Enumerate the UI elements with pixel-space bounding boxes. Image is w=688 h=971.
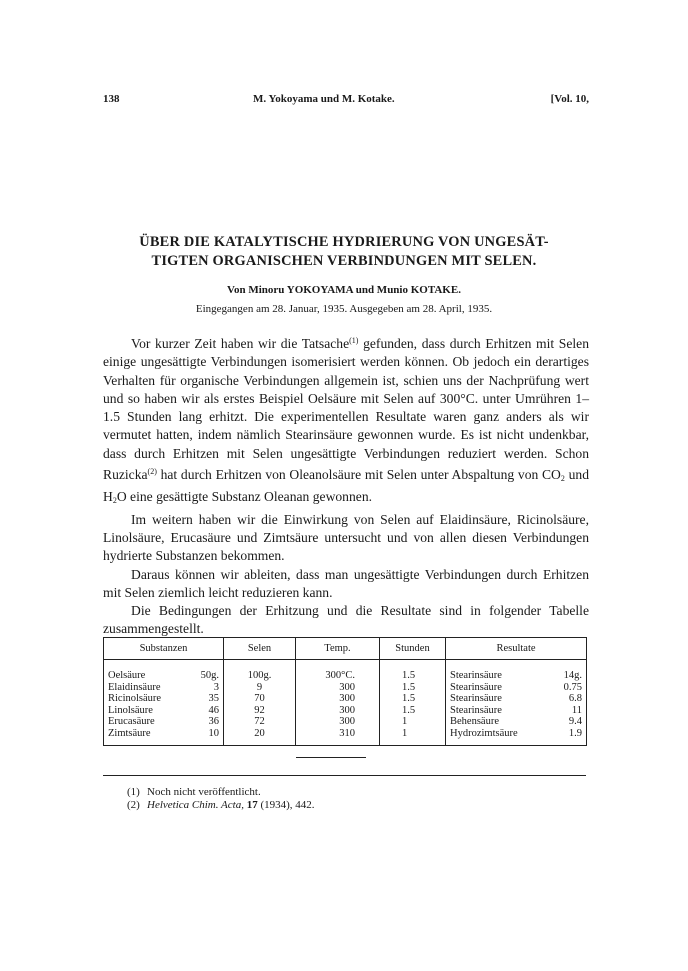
article-title	[90, 233, 598, 271]
table-row	[104, 660, 587, 682]
cell-selen: 72	[224, 716, 296, 728]
header-stunden: Stunden	[380, 638, 446, 660]
running-head-volume: [Vol. 10,	[550, 93, 589, 105]
p1-part-b: gefunden, dass durch Erhitzen mit Selen einige ungesättigte Verbindungen isomerisiert werden können. Ob jedoch ein derartiges Verhalten für organische Verbindungen allgemein ist, schien uns der Nachprüfung wert und so haben wir als erstes Beispiel Oelsäure mit Selen auf 300°C. unter Umrühren 1–1.5 Stunden lang erhitzt. Die experimentellen Resultate waren ganz anders als wir vermutet hatten, indem nämlich Stearinsäure gewonnen wurde. Es ist nicht undenkbar, dass durch Erhitzen mit Selen ungesättigte Verbindungen reduziert werden. Schon Ruzicka	[103, 336, 589, 483]
title-line-1: ÜBER DIE KATALYTISCHE HYDRIERUNG VON UNGESÄT-	[139, 234, 549, 250]
table-header-row	[104, 638, 587, 660]
substance-amount: 50g.	[200, 670, 219, 681]
substance-amount: 36	[208, 716, 219, 727]
table-row	[104, 693, 587, 705]
cell-stunden: 1.5	[380, 682, 446, 694]
cell-substance	[104, 716, 224, 728]
cell-selen: 70	[224, 693, 296, 705]
paragraph-2: Im weitern haben wir die Einwirkung von Selen auf Elaidinsäure, Ricinolsäure, Linolsäure, Erucasäure und Zimtsäure untersucht und von allen diesen Verbindungen hydrierte Substanzen bekommen.	[103, 511, 589, 564]
result-name: Stearinsäure	[450, 704, 502, 716]
result-name: Stearinsäure	[450, 693, 502, 704]
cell-result	[446, 693, 587, 705]
paragraph-4: Die Bedingungen der Erhitzung und die Resultate sind in folgender Tabelle zusammengestellt.	[103, 603, 589, 637]
substance-name: Zimtsäure	[108, 727, 151, 739]
footnote-2-number: (2)	[127, 799, 140, 811]
cell-temp: 310	[296, 728, 380, 746]
substance-amount: 46	[208, 704, 219, 716]
cell-stunden: 1	[380, 728, 446, 746]
paragraph-1	[103, 332, 589, 511]
substance-name: Linolsäure	[108, 704, 153, 716]
header-resultate: Resultate	[446, 638, 587, 660]
substance-name: Erucasäure	[108, 716, 155, 727]
substance-name: Oelsäure	[108, 670, 146, 681]
result-amount: 9.4	[568, 716, 582, 727]
author-byline: Von Minoru YOKOYAMA und Munio KOTAKE.	[227, 284, 461, 296]
result-name: Hydrozimtsäure	[450, 727, 518, 739]
title-line-2: TIGTEN ORGANISCHEN VERBINDUNGEN MIT SELEN.	[151, 253, 537, 269]
header-substanzen: Substanzen	[104, 638, 224, 660]
cell-substance	[104, 660, 224, 682]
footnote-1-number: (1)	[127, 786, 140, 798]
end-rule	[296, 757, 366, 758]
header-selen: Selen	[224, 638, 296, 660]
table-row	[104, 705, 587, 717]
footnote-ref-2: (2)	[147, 467, 157, 477]
result-name: Stearinsäure	[450, 681, 502, 693]
cell-stunden: 1.5	[380, 705, 446, 717]
substance-amount: 3	[213, 681, 219, 693]
cell-substance	[104, 705, 224, 717]
p1-part-c: hat durch Erhitzen von Oleanolsäure mit Selen unter Abspaltung von CO	[156, 467, 561, 483]
cell-result	[446, 660, 587, 682]
result-name: Stearinsäure	[450, 670, 502, 681]
cell-result	[446, 728, 587, 746]
footnotes	[127, 786, 567, 812]
table-row	[104, 682, 587, 694]
result-amount: 6.8	[568, 693, 582, 704]
substance-amount: 35	[208, 693, 219, 704]
received-dates: Eingegangen am 28. Januar, 1935. Ausgegeben am 28. April, 1935.	[195, 303, 493, 315]
substance-name: Ricinolsäure	[108, 693, 162, 704]
substance-amount: 10	[208, 727, 219, 739]
cell-temp: 300	[296, 716, 380, 728]
p1-part-d: und H	[103, 467, 589, 505]
table-row	[104, 728, 587, 746]
running-head-authors: M. Yokoyama und M. Kotake.	[253, 93, 395, 105]
result-amount: 1.9	[568, 727, 582, 739]
cell-stunden: 1.5	[380, 693, 446, 705]
footnote-2-volume: 17	[246, 799, 258, 811]
result-amount: 14g.	[563, 670, 582, 681]
footnote-rule	[103, 775, 586, 776]
cell-stunden: 1.5	[380, 660, 446, 682]
footnote-1	[127, 786, 567, 799]
body-text	[103, 332, 589, 639]
cell-selen: 100g.	[224, 660, 296, 682]
table-row	[104, 716, 587, 728]
subscript-co2: 2	[560, 474, 565, 484]
cell-selen: 20	[224, 728, 296, 746]
footnote-2	[127, 799, 567, 812]
cell-result	[446, 716, 587, 728]
cell-temp: 300	[296, 693, 380, 705]
cell-substance	[104, 693, 224, 705]
page-number: 138	[103, 93, 120, 105]
result-amount: 0.75	[563, 681, 582, 693]
result-amount: 11	[571, 704, 582, 716]
p1-part-a: Vor kurzer Zeit haben wir die Tatsache	[131, 336, 350, 351]
result-name: Behensäure	[450, 716, 499, 727]
paragraph-3: Daraus können wir ableiten, dass man ungesättigte Verbindungen durch Erhitzen mit Selen ziemlich leicht reduzieren kann.	[103, 566, 589, 600]
cell-result	[446, 682, 587, 694]
cell-temp: 300°C.	[296, 660, 380, 682]
cell-selen: 9	[224, 682, 296, 694]
p1-part-e: O eine gesättigte Substanz Oleanan gewonnen.	[116, 489, 373, 505]
header-temp: Temp.	[296, 638, 380, 660]
footnote-2-rest: (1934), 442.	[260, 799, 315, 811]
substance-name: Elaidinsäure	[108, 681, 161, 693]
footnote-1-text: Noch nicht veröffentlicht.	[147, 786, 261, 798]
cell-stunden: 1	[380, 716, 446, 728]
cell-temp: 300	[296, 682, 380, 694]
cell-substance	[104, 728, 224, 746]
footnote-ref-1: (1)	[349, 336, 359, 345]
results-table	[103, 637, 586, 746]
cell-substance	[104, 682, 224, 694]
cell-selen: 92	[224, 705, 296, 717]
cell-result	[446, 705, 587, 717]
cell-temp: 300	[296, 705, 380, 717]
subscript-h2o: 2	[112, 496, 117, 506]
footnote-2-journal: Helvetica Chim. Acta,	[147, 799, 244, 811]
